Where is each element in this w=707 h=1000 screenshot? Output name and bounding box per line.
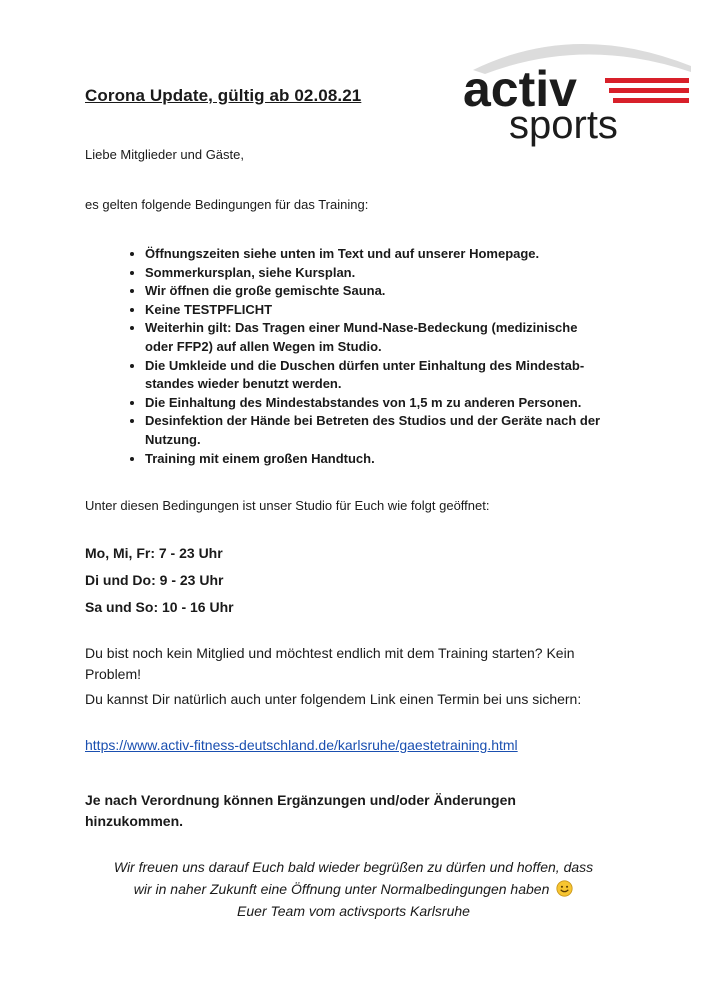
closing-line-1: Wir freuen uns darauf Euch bald wieder begrüßen zu dürfen und hoffen, dass bbox=[113, 859, 594, 875]
list-item: • Training mit einem großen Handtuch. bbox=[145, 450, 655, 469]
list-item: • Desinfektion der Hände bei Betreten des Studios und der Geräte nach der Nutzung. bbox=[145, 412, 655, 449]
closing-line-2: wir in naher Zukunft eine Öffnung unter Normalbedingungen haben bbox=[60, 878, 647, 900]
list-item: • Weiterhin gilt: Das Tragen einer Mund-Nase-Bedeckung (medizinische oder FFP2) auf allen Wegen im Studio. bbox=[145, 319, 655, 356]
list-item: • Die Umkleide und die Duschen dürfen unter Einhaltung des Mindestab- standes wieder benutzt werden. bbox=[145, 357, 655, 394]
document-title: Corona Update, gültig ab 02.08.21 bbox=[85, 86, 362, 105]
list-item: • Keine TESTPFLICHT bbox=[145, 301, 655, 320]
join-link-intro: Du kannst Dir natürlich auch unter folgendem Link einen Termin bei uns sichern: bbox=[85, 691, 582, 707]
logo-word-activ: activ bbox=[463, 61, 577, 117]
hours-row: Mo, Mi, Fr: 7 - 23 Uhr bbox=[85, 545, 223, 561]
greeting: Liebe Mitglieder und Gäste, bbox=[85, 147, 244, 162]
activsports-logo bbox=[455, 30, 695, 155]
opening-hours-intro: Unter diesen Bedingungen ist unser Studio für Euch wie folgt geöffnet: bbox=[85, 498, 490, 513]
smiley-icon bbox=[556, 880, 573, 897]
join-question: Du bist noch kein Mitglied und möchtest endlich mit dem Training starten? Kein Problem! bbox=[85, 645, 575, 682]
conditions-list bbox=[120, 245, 655, 468]
list-item: • Wir öffnen die große gemischte Sauna. bbox=[145, 282, 655, 301]
list-item: • Öffnungszeiten siehe unten im Text und auf unserer Homepage. bbox=[145, 245, 655, 264]
notice: Je nach Verordnung können Ergänzungen und/oder Änderungen hinzukommen. bbox=[85, 792, 516, 829]
list-item: • Die Einhaltung des Mindestabstandes von 1,5 m zu anderen Personen. bbox=[145, 394, 655, 413]
conditions-intro: es gelten folgende Bedingungen für das Training: bbox=[85, 197, 369, 212]
list-item: • Sommerkursplan, siehe Kursplan. bbox=[145, 264, 655, 283]
logo-word-sports: sports bbox=[509, 103, 618, 147]
opening-hours bbox=[85, 540, 234, 621]
closing-signature: Euer Team vom activsports Karlsruhe bbox=[237, 903, 470, 919]
closing-message bbox=[60, 856, 647, 922]
hours-row: Di und Do: 9 - 23 Uhr bbox=[85, 572, 224, 588]
guest-training-link[interactable]: https://www.activ-fitness-deutschland.de/karlsruhe/gaestetraining.html bbox=[85, 737, 518, 753]
hours-row: Sa und So: 10 - 16 Uhr bbox=[85, 599, 234, 615]
